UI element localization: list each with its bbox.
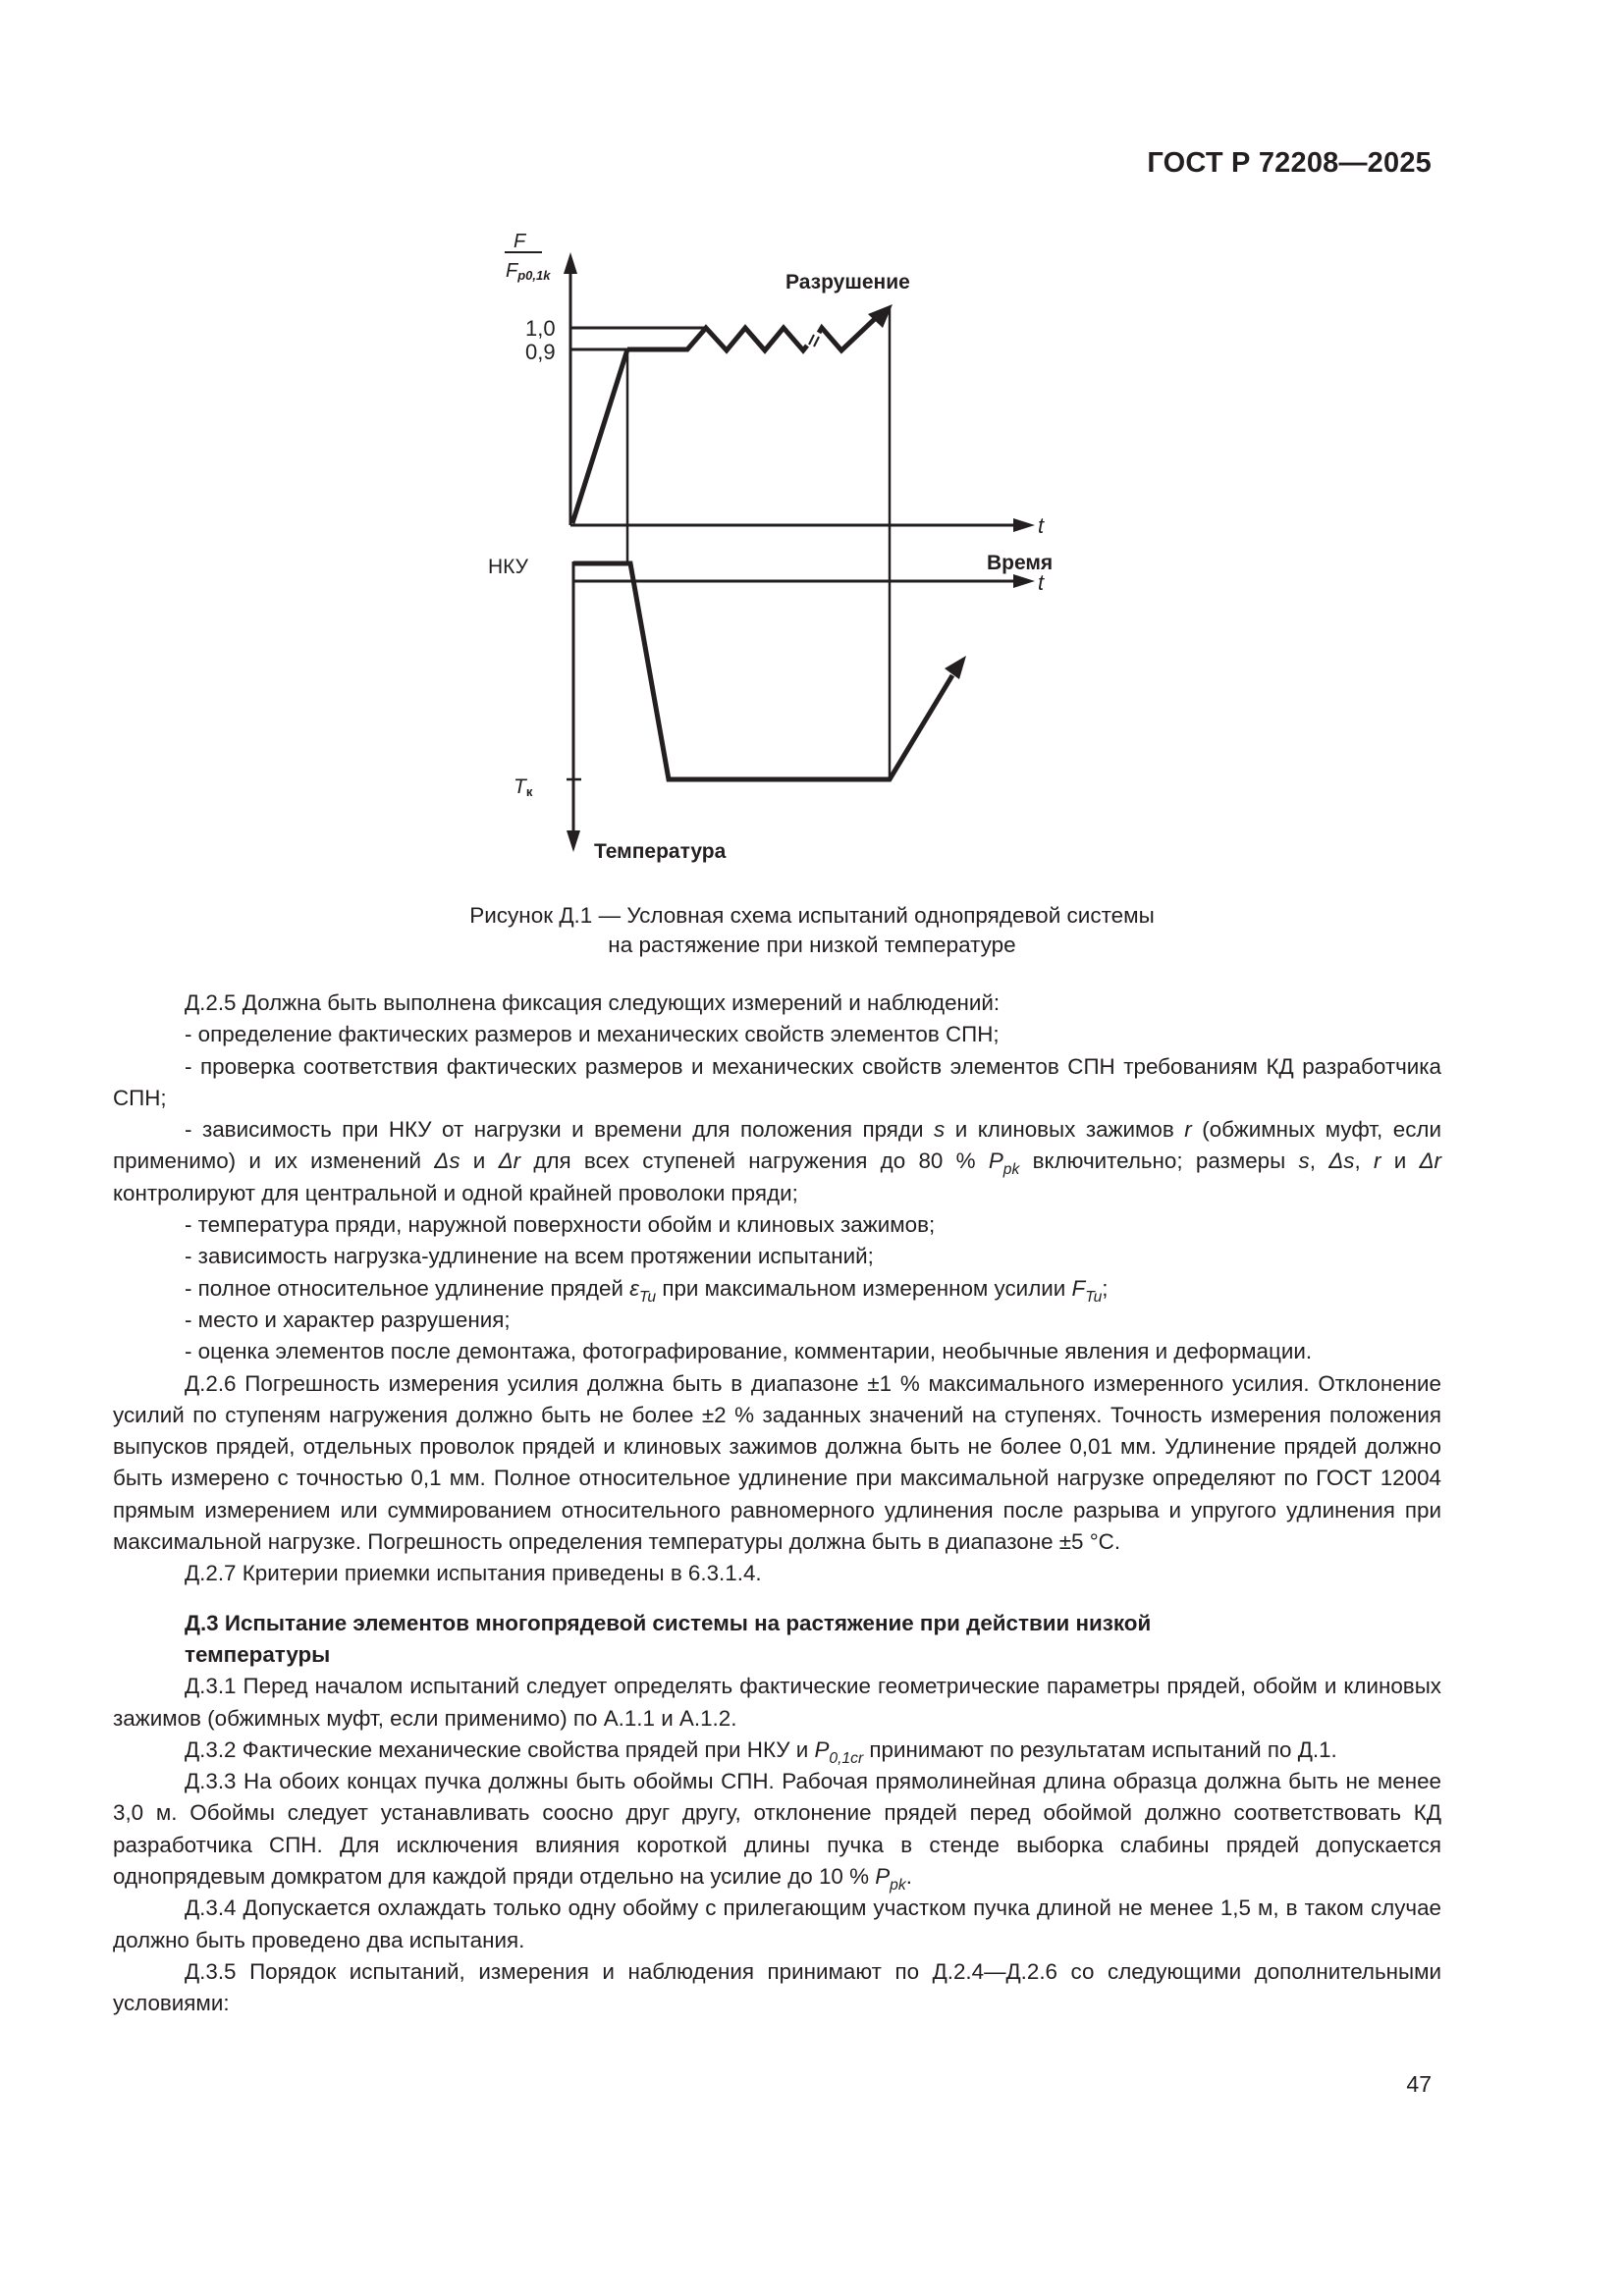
figure-caption — [295, 901, 1329, 960]
section-heading-d3: Д.3 Испытание элементов многопрядевой системы на растяжение при действии низкой температуры — [185, 1610, 1152, 1667]
paragraph-d3-1: Д.3.1 Перед началом испытаний следует определять фактические геометрические параметры прядей, обойм и клиновых зажимов (обжимных муфт, если применимо) по А.1.1 и А.1.2. — [113, 1674, 1441, 1731]
temperature-rise-arrow-icon — [945, 656, 966, 679]
list-item: - место и характер разрушения; — [185, 1307, 511, 1332]
document-body — [113, 988, 1441, 2020]
load-y-arrow-icon — [564, 252, 577, 274]
paragraph-d2-7: Д.2.7 Критерии приемки испытания приведены в 6.3.1.4. — [185, 1561, 762, 1586]
temperature-arrow-icon — [567, 830, 580, 852]
list-item: - зависимость при НКУ от нагрузки и времени для положения пряди s и клиновых зажимов r (обжимных муфт, если применимо) и их изменений Δs и Δr для всех ступеней нагружения до 80 % $P_{pk}$ включительно; размеры s, Δs, r и Δr контролируют для центральной и одной крайней проволоки пряди; — [113, 1117, 1441, 1205]
time-label: Время — [987, 552, 1054, 574]
temperature-line — [573, 563, 952, 779]
list-item: - определение фактических размеров и механических свойств элементов СПН; — [185, 1022, 1000, 1047]
paragraph-d2-6: Д.2.6 Погрешность измерения усилия должна быть в диапазоне ±1 % максимального измеренного усилия. Отклонение усилий по ступеням нагружения должно быть не более ±2 % заданных значений на ступенях. Точность измерения положения выпусков прядей, отдельных проволок прядей и клиновых зажимов должна быть не более 0,01 мм. Удлинение прядей должно быть измерено с точностью 0,1 мм. Полное относительное удлинение при максимальной нагрузке определяют по ГОСТ 12004 прямым измерением или суммированием относительного равномерного удлинения после разрыва и упругого удлинения при максимальной нагрузке. Погрешность определения температуры должна быть в диапазоне ±5 °С. — [113, 1370, 1441, 1555]
load-cycles-line-after-break — [819, 314, 880, 350]
tk-label: Tк — [514, 775, 533, 799]
figure-d1-chart — [0, 0, 1624, 883]
temp-time-axis-label: t — [1038, 570, 1045, 595]
nku-label: НКУ — [488, 556, 528, 578]
break-mark — [809, 335, 814, 345]
failure-label: Разрушение — [785, 271, 910, 294]
paragraph-d3-3: Д.3.3 На обоих концах пучка должны быть обоймы СПН. Рабочая прямолинейная длина образца должна быть не менее 3,0 м. Обоймы следует устанавливать соосно друг другу, отклонение прядей перед обоймой должно соответствовать КД разработчика СПН. Для исключения влияния короткой длины пучка в стенде выборка слабины прядей допускается однопрядевым домкратом для каждой пряди отдельно на усилие до 10 % $P_{pk}$. — [113, 1769, 1441, 1895]
caption-line-1: Рисунок Д.1 — Условная схема испытаний однопрядевой системы — [469, 903, 1155, 928]
list-item: - проверка соответствия фактических размеров и механических свойств элементов СПН требованиям КД разработчика СПН; — [113, 1053, 1441, 1110]
document-header: ГОСТ Р 72208—2025 — [1147, 147, 1432, 179]
paragraph-d3-2: Д.3.2 Фактические механические свойства прядей при НКУ и $P_{0,1cr}$ принимают по результатам испытаний по Д.1. — [185, 1736, 1337, 1767]
load-x-arrow-icon — [1013, 518, 1035, 532]
load-time-axis-label: t — [1038, 513, 1045, 538]
list-item: - полное относительное удлинение прядей $\varepsilon_{Tu}$ при максимальном измеренном усилии $F_{Tu}$; — [185, 1275, 1109, 1306]
y-label-numerator: F — [514, 231, 526, 252]
list-item: - оценка элементов после демонтажа, фотографирование, комментарии, необычные явления и деформации. — [185, 1339, 1313, 1364]
paragraph-d3-5: Д.3.5 Порядок испытаний, измерения и наблюдения принимают по Д.2.4—Д.2.6 со следующими дополнительными условиями: — [113, 1958, 1441, 2016]
caption-line-2: на растяжение при низкой температуре — [608, 933, 1016, 957]
list-item: - зависимость нагрузка-удлинение на всем протяжении испытаний; — [185, 1244, 874, 1269]
break-mark — [814, 337, 819, 347]
paragraph-d2-5: Д.2.5 Должна быть выполнена фиксация следующих измерений и наблюдений: — [185, 990, 1001, 1015]
time-arrow-icon — [1013, 574, 1035, 588]
load-cycles-line — [627, 328, 807, 350]
y-label-denominator: Fp0,1k — [506, 260, 551, 283]
load-ramp-line — [572, 349, 627, 523]
tick-label-0-9: 0,9 — [525, 340, 556, 364]
paragraph-d3-4: Д.3.4 Допускается охлаждать только одну обойму с прилегающим участком пучка длиной не менее 1,5 м, в таком случае должно быть проведено два испытания. — [113, 1896, 1441, 1952]
list-item: - температура пряди, наружной поверхности обойм и клиновых зажимов; — [185, 1212, 936, 1238]
tick-label-1-0: 1,0 — [525, 316, 556, 341]
temperature-label: Температура — [594, 840, 727, 863]
page-number: 47 — [1406, 2071, 1432, 2097]
